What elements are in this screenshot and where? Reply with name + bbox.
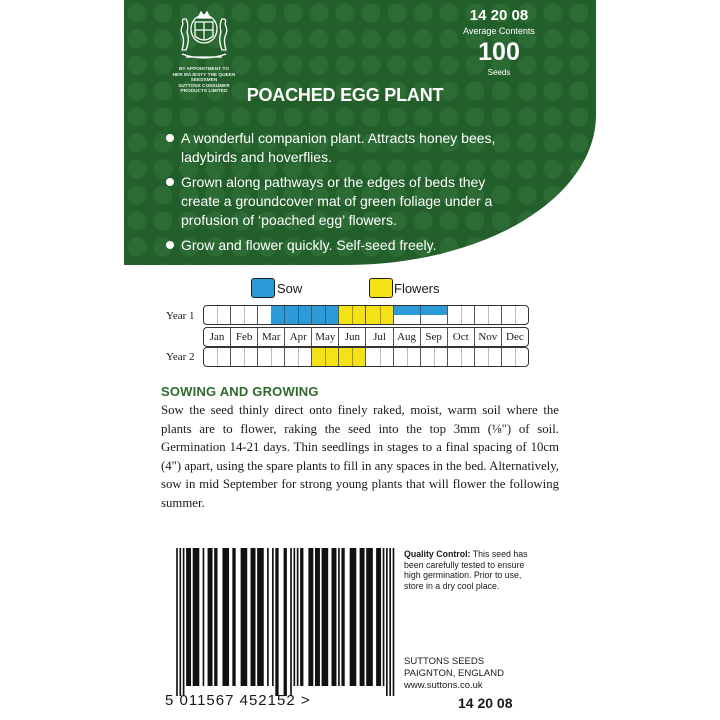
calendar-cell-mar (258, 348, 285, 366)
month-may: May (312, 328, 339, 346)
barcode-bar (208, 548, 213, 686)
warrant-line: SUTTONS CONSUMER (178, 82, 230, 88)
quality-control-text: This seed has been carefully tested to ensure high germination. Prior to use, store in a dry cool place. (404, 549, 528, 591)
barcode-bar (383, 548, 385, 686)
barcode-bar (251, 548, 256, 686)
barcode-bar (272, 548, 274, 686)
month-aug: Aug (394, 328, 421, 346)
feature-text: A wonderful companion plant. Attracts honey bees, ladybirds and hoverflies. (181, 130, 496, 165)
bullet-icon (166, 241, 174, 249)
barcode-icon (174, 548, 396, 696)
barcode-digits: 5 011567 452152 > (165, 692, 311, 709)
barcode-bar (389, 548, 391, 696)
bullet-icon (166, 178, 174, 186)
warrant-line: SEEDSMEN (190, 77, 218, 83)
barcode-bar (232, 548, 235, 686)
calendar-cell-may (312, 306, 339, 324)
warrant-line: BY APPOINTMENT TO (178, 66, 230, 71)
barcode-bar (315, 548, 320, 686)
calendar-cell-oct (448, 306, 475, 324)
calendar-cell-nov (475, 348, 502, 366)
calendar-cell-aug (394, 348, 421, 366)
average-contents-label: Average Contents (463, 26, 535, 36)
calendar-cell-may (312, 348, 339, 366)
barcode-bar (297, 548, 299, 686)
barcode-bar (222, 548, 229, 686)
legend-sow-swatch (251, 278, 275, 298)
barcode-bar (176, 548, 178, 696)
barcode-bar (360, 548, 365, 686)
calendar-cell-feb (231, 306, 258, 324)
month-jun: Jun (339, 328, 366, 346)
month-oct: Oct (448, 328, 475, 346)
barcode-bar (179, 548, 181, 696)
barcode-bar (376, 548, 381, 686)
sowing-heading: SOWING AND GROWING (161, 384, 319, 399)
barcode-bar (300, 548, 303, 686)
calendar-cell-jul (366, 348, 393, 366)
feature-item (166, 173, 526, 230)
calendar-cell-feb (231, 348, 258, 366)
calendar-cell-dec (502, 348, 528, 366)
barcode-bar (284, 548, 287, 696)
calendar-cell-oct (448, 348, 475, 366)
barcode-bar (203, 548, 205, 686)
barcode-bar (308, 548, 313, 686)
month-jul: Jul (366, 328, 393, 346)
company-name: SUTTONS SEEDS (404, 656, 485, 667)
barcode-bar (366, 548, 373, 686)
legend-sow-label: Sow (277, 281, 303, 296)
barcode-bar (290, 548, 292, 696)
calendar-row-year-2 (203, 347, 529, 367)
barcode-bar (267, 548, 269, 686)
feature-text: Grow and flower quickly. Self-seed freely. (181, 237, 437, 253)
feature-item (166, 236, 526, 255)
company-address: PAIGNTON, ENGLAND (404, 668, 504, 679)
calendar-cell-jun (339, 348, 366, 366)
calendar-cell-sep (421, 348, 448, 366)
quality-control-note (404, 549, 539, 591)
barcode-bar (214, 548, 217, 686)
barcode-bar (350, 548, 357, 686)
legend-flowers-label: Flowers (394, 281, 440, 296)
barcode-bar (322, 548, 329, 686)
barcode-bar (193, 548, 200, 686)
calendar-cell-apr (285, 306, 312, 324)
calendar-cell-aug (394, 306, 421, 324)
calendar-row-year-1 (203, 305, 529, 325)
calendar-cell-sep (421, 306, 448, 324)
month-feb: Feb (231, 328, 258, 346)
company-website: www.suttons.co.uk (404, 680, 483, 691)
sowing-instructions: Sow the seed thinly direct onto finely raked, moist, warm soil where the plants are to flower, raking the seed into the top 3mm (⅛") of soil. Germination 14-21 days. Thin seedlings in stages to a final spacing of 10cm (4") apart, using the spare plants to fill in any spaces in the bed. Alternatively, sow in mid September for strong young plants that will flower the following summer. (161, 403, 559, 510)
month-dec: Dec (506, 331, 524, 343)
warrant-line: HER MAJESTY THE QUEEN (172, 71, 236, 77)
barcode-bar (338, 548, 340, 686)
calendar-cell-nov (475, 306, 502, 324)
royal-crest-icon (174, 10, 234, 66)
header-panel (124, 0, 596, 265)
quality-control-label: Quality Control: (404, 549, 471, 559)
warrant-line: PRODUCTS LIMITED (180, 88, 228, 94)
product-title: POACHED EGG PLANT (246, 85, 444, 105)
seed-packet-back (124, 0, 596, 720)
month-apr: Apr (285, 328, 312, 346)
calendar-cell-jan (204, 348, 231, 366)
barcode-bar (241, 548, 248, 686)
feature-text: Grown along pathways or the edges of beds they create a groundcover mat of green foliage under a profusion of ‘poached egg’ flowers. (181, 174, 493, 228)
barcode-bar (275, 548, 278, 696)
month-mar: Mar (258, 328, 285, 346)
calendar-cell-mar (258, 306, 285, 324)
year-1-label: Year 1 (166, 310, 195, 322)
barcode-bar (386, 548, 388, 696)
product-code-bottom: 14 20 08 (458, 695, 513, 711)
calendar-cell-apr (285, 348, 312, 366)
barcode-bar (393, 548, 395, 696)
barcode-bar (341, 548, 344, 686)
feature-item (166, 129, 526, 167)
bullet-icon (166, 134, 174, 142)
company-info (404, 656, 504, 692)
barcode-bar (294, 548, 296, 686)
barcode-bar (186, 548, 191, 686)
calendar-cell-dec (502, 306, 528, 324)
feature-list (166, 129, 526, 261)
barcode-bar (183, 548, 185, 696)
month-sep: Sep (421, 328, 448, 346)
barcode-bar (332, 548, 337, 686)
product-code: 14 20 08 (469, 7, 529, 24)
month-header (203, 327, 529, 347)
year-2-label: Year 2 (166, 351, 195, 363)
calendar-cell-jan (204, 306, 231, 324)
barcode-bar (257, 548, 264, 686)
legend-flowers-swatch (369, 278, 393, 298)
month-nov: Nov (475, 328, 502, 346)
calendar-cell-jul (366, 306, 393, 324)
month-jan: Jan (204, 328, 231, 346)
seed-count: 100 (478, 38, 520, 66)
seed-count-unit: Seeds (487, 68, 511, 77)
calendar-cell-jun (339, 306, 366, 324)
